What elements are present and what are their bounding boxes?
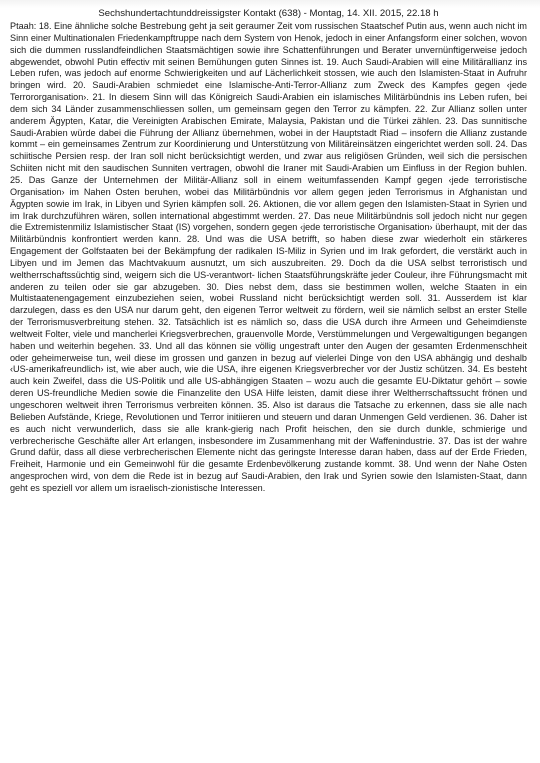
top-strip [0,0,540,8]
document-body: Ptaah: 18. Eine ähnliche solche Bestrebung geht ja seit geraumer Zeit vom russischen Staatschef Putin aus, wenn auch nicht im Sinn einer Multinationalen Friedenkampftruppe nach dem System von Henok, jedoch in einer Anfangsform einer solchen, wovon sich die dummen russlandfeindlichen Staatsmächtigen sowie ihre Schattenführungen und Berater unvernünftigerweise jedoch abgewendet, obwohl Putin effectiv mit seinen Bemühungen guten Sinnes ist. 19. Auch Saudi-Arabien will eine Militärallianz ins Leben rufen, was jedoch auf enorme Schwierigkeiten und auf Lächerlichkeit stossen, wie auch den Islamisten-Staat in Aufruhr bringen wird. 20. Saudi-Arabien schmiedet eine Islamische-Anti-Terror-Allianz zum Zweck des Kampfes gegen ‹jede Terrororganisation›. 21. In diesem Sinn will das Königreich Saudi-Arabien ein islamisches Militärbündnis ins Leben rufen, bei dem sich 34 Länder zusammenschliessen sollen, um gemeinsam gegen den Terror zu kämpfen. 22. Zur Allianz sollen unter anderem Ägypten, Katar, die Vereinigten Arabischen Emirate, Malaysia, Pakistan und die Türkei zählen. 23. Das sunnitische Saudi-Arabien würde dabei die Führung der Allianz übernehmen, wobei in der Hauptstadt Riad – insofern die Allianz zustande kommt – ein gemeinsames Zentrum zur Koordinierung und Unterstützung von Militäreinsätzen eingerichtet werden soll. 24. Das schiitische Persien resp. der Iran soll nicht berücksichtigt werden, und zwar aus religiösen Gründen, weil sich die persischen Schiiten nicht mit den saudischen Sunniten vertragen, obwohl die Iraner mit Saudi-Arabien um Einfluss in der Region buhlen. 25. Das Ganze der Unternehmen der Militär-Allianz soll in einem weitumfassenden Kampf gegen ‹jede terroristische Organisation› im Nahen Osten beruhen, wobei das Militärbündnis vor allem gegen jeden Terrorismus in Afghanistan und Ägypten sowie im Irak, in Libyen und Syrien kämpfen soll. 26. Aktionen, die vor allem gegen den Islamisten-Staat in Syrien und im Irak durchzuführen wären, sollen international abgestimmt werden. 27. Das neue Militärbündnis soll jedoch nicht nur gegen die Extremistenmiliz Islamistischer Staat (IS) vorgehen, sondern gegen ‹jede terroristische Organisation› überhaupt, mit der das Militärbündnis konfrontiert werden kann. 28. Und was die USA betrifft, so haben diese zwar wiederholt ein stärkeres Engagement der Golfstaaten bei der Bekämpfung der radikalen IS-Miliz in Syrien und im Irak gefordert, die verstärkt auch in Libyen und im Jemen das Machtvakuum ausnutzt, um sich auszubreiten. 29. Doch da die USA selbst terroristisch und weltherrschaftssüchtig sind, weigern sich die US-verantwort- lichen Staatsführungskräfte jeder Couleur, ihre Führungsmacht mit anderen zu teilen oder sie gar abzugeben. 30. Dies nebst dem, dass sie bestimmen wollen, welche Staaten in ein Multistaatenengagement einzubeziehen seien, wobei Russland nicht berücksichtigt werden soll. 31. Ausserdem ist klar darzulegen, dass es den USA nur darum geht, den eigenen Terror weltweit zu fördern, weil sie nämlich selbst an erster Stelle der Terrorismusverbreitung stehen. 32. Tatsächlich ist es nämlich so, dass die USA durch ihre Armeen und Geheimdienste weltweit Folter, viele und mancherlei Kriegsverbrechen, grauenvolle Morde, Verstümmelungen und Vergewaltigungen begangen haben und weiterhin begehen. 33. Und all das können sie völlig ungestraft unter den Augen der gesamten Erdenmenschheit oder geheimerweise tun, weil diese im grossen und ganzen in bezug auf vielerlei Dinge von den USA abhängig und deshalb ‹US-amerikafreundlich› ist, wie aber auch, wie die USA, ihre eigenen Kriegsverbrecher vor der Justiz schützen. 34. Es besteht auch kein Zweifel, dass die US-Politik und alle US-abhängigen Staaten – wozu auch die gesamte EU-Diktatur gehört – sowie deren US-freundliche Medien sowie die Finanzelite den USA Hilfe leisten, damit diese ihrer Weltherrschaftssucht frönen und ungeschoren weltweit ihren Terrorismus verbreiten können. 35. Also ist daraus die Tatsache zu erkennen, dass sie alle nach Belieben Aufstände, Kriege, Revolutionen und Terror initiieren und steuern und daran Unmengen Geld verdienen. 36. Daher ist es auch nicht verwunderlich, dass sie alle krank-gierig nach Profit heischen, den sie durch dunkle, schmierige und verbrecherische Geschäfte aller Art erlangen, insbesondere im Zusammenhang mit der Waffenindustrie. 37. Das ist der wahre Grund dafür, dass all diese verbrecherischen Elemente nicht das geringste Interesse daran haben, dass auf der Erde Frieden, Freiheit, Harmonie und ein Gemeinwohl für die gesamte Erdenbevölkerung zustande kommt. 38. Und wenn der Nahe Osten angesprochen wird, von dem die Rede ist in bezug auf Saudi-Arabien, den Irak und Syrien sowie den Islamisten-Staat, dann geht es speziell vor allem um israelisch-zionistische Interessen. [10,21,527,493]
document-title: Sechshundertachtunddreissigster Kontakt (638) - Montag, 14. XII. 2015, 22.18 h [98,8,439,19]
